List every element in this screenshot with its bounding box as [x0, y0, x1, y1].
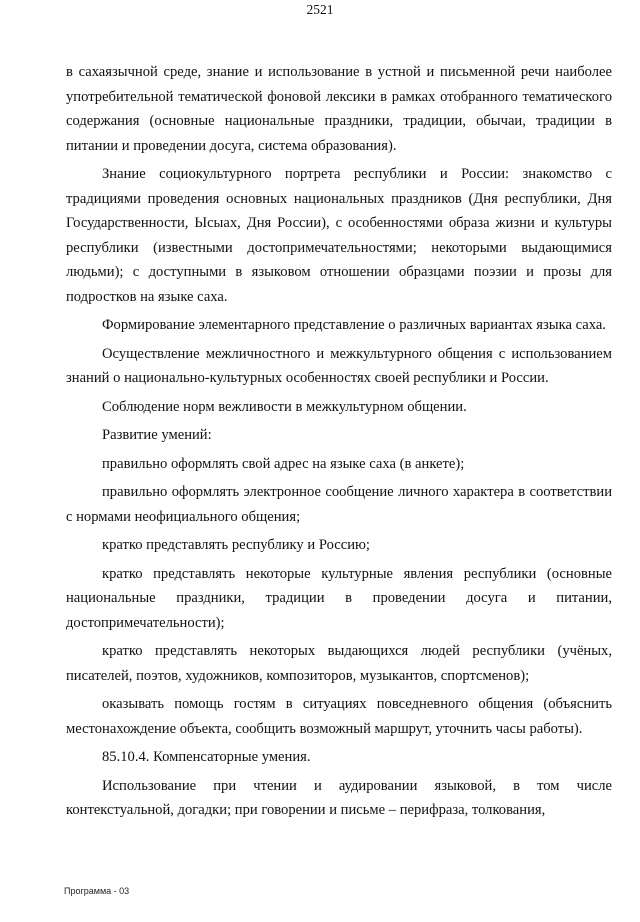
paragraph-skill-present-republic: кратко представлять республику и Россию;: [102, 537, 370, 553]
section-heading-compensatory: 85.10.4. Компенсаторные умения.: [102, 749, 311, 765]
paragraph-language-variants: Формирование элементарного представление о различных вариантах языка саха.: [102, 317, 606, 333]
paragraph-skill-cultural-phenomena: кратко представлять некоторые культурные явления республики (основные национальные праздники, традиции в проведении досуга и питании, достопримечательности);: [66, 565, 612, 631]
paragraph-continuation: в сахаязычной среде, знание и использование в устной и письменной речи наиболее употребительной тематической фоновой лексики в рамках отобранного тематического содержания (основные национальные праздники, традиции, обычаи, традиции в питании и проведении досуга, система образования).: [66, 64, 612, 154]
paragraph-skill-notable-people: кратко представлять некоторых выдающихся людей республики (учёных, писателей, поэтов, художников, композиторов, музыкантов, спортсменов);: [66, 643, 612, 684]
paragraph-compensatory-usage: Использование при чтении и аудировании языковой, в том числе контекстуальной, догадки; при говорении и письме – перифраза, толкования,: [66, 777, 612, 818]
paragraph-sociocultural-portrait: Знание социокультурного портрета республики и России: знакомство с традициями проведения основных национальных праздников (Дня республики, Дня Государственности, Ысыах, Дня России), с особенностями образа жизни и культуры республики (известными достопримечательностями; некоторыми выдающимися людьми); с доступными в языковом отношении образцами поэзии и прозы для подростков на языке саха.: [66, 166, 612, 305]
page-footer: Программа - 03: [64, 886, 130, 896]
paragraph-skill-address: правильно оформлять свой адрес на языке саха (в анкете);: [102, 455, 465, 472]
paragraph-politeness-norms: Соблюдение норм вежливости в межкультурном общении.: [102, 398, 467, 415]
document-body: [66, 60, 612, 827]
paragraph-communication: Осуществление межличностного и межкультурного общения с использованием знаний о национально-культурных особенностях своей республики и России.: [66, 345, 612, 386]
page-number: 2521: [306, 2, 334, 17]
paragraph-skill-help-guests: оказывать помощь гостям в ситуациях повседневного общения (объяснить местонахождение объекта, сообщить возможный маршрут, уточнить часы работы).: [66, 696, 612, 737]
paragraph-skills-heading: Развитие умений:: [102, 427, 212, 443]
paragraph-skill-email: правильно оформлять электронное сообщение личного характера в соответствии с нормами неофициального общения;: [66, 484, 612, 525]
